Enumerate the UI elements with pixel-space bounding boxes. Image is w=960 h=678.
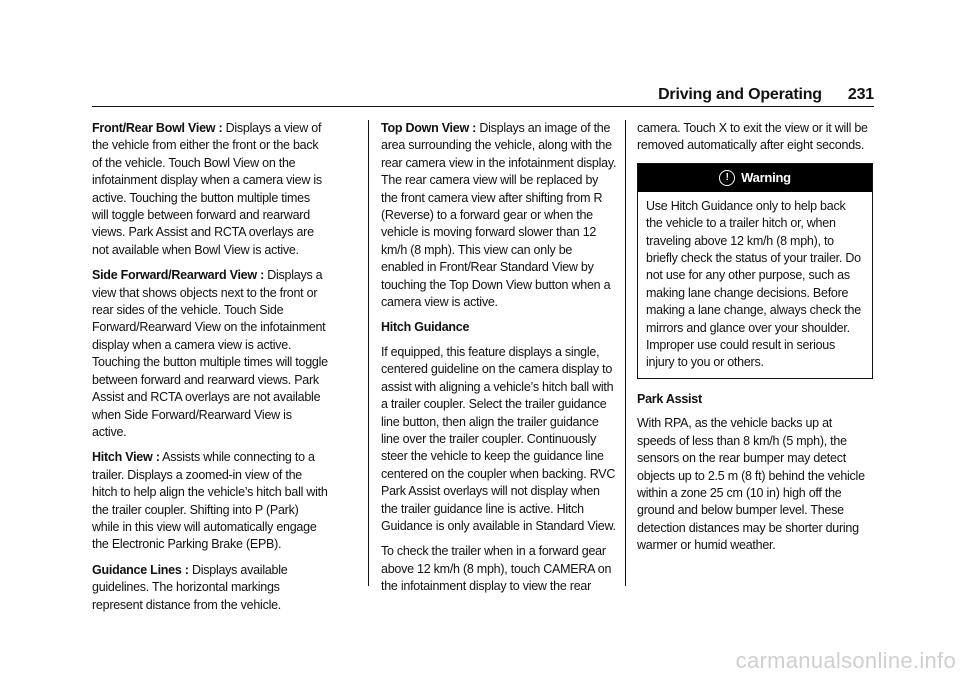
- term-bowl-view: Front/Rear Bowl View :: [92, 121, 223, 135]
- warning-header: [638, 164, 872, 192]
- heading-park-assist: Park Assist: [637, 391, 702, 406]
- warning-exclamation-icon: !: [719, 170, 735, 186]
- header-rule: [92, 106, 874, 107]
- paragraph-hitch-guidance: If equipped, this feature displays a single, centered guideline on the camera display to assist with aligning a vehicle’s hitch ball with a trailer coupler. Select the trailer guidance line button, then align the trailer guidance line over the trailer coupler. Continuously steer the vehicle to keep the guidance line centered on the coupler when backing. RVC Park Assist overlays will not display when the trailer guidance line is active. Hitch Guidance is only available in Standard View.: [381, 344, 616, 533]
- warning-text: Use Hitch Guidance only to help back the vehicle to a trailer hitch or, when traveling above 12 km/h (8 mph), to briefly check the status of your trailer. Do not use for any other purpose, such as making lane change decisions. Before making a lane change, always check the mirrors and glance over your shoulder. Improper use could result in serious injury to you or others.: [646, 198, 861, 370]
- paragraph-side-view: Side Forward/Rearward View : Displays a view that shows objects next to the front or rear sides of the vehicle. Touch Side Forward/Rearward View on the infotainment display when a camera view is active. Touching the button multiple times will toggle between forward and rearward views. Park Assist and RCTA overlays are not available when Side Forward/Rearward View is active.: [92, 268, 328, 439]
- paragraph-bowl-view: Front/Rear Bowl View : Displays a view of the vehicle from either the front or the back of the vehicle. Touch Bowl View on the infotainment display when a camera view is active. Touching the button multiple times will toggle between forward and rearward views. Park Assist and RCTA overlays are not available when Bowl View is active.: [92, 121, 322, 257]
- term-top-down-view: Top Down View :: [381, 121, 477, 135]
- paragraph-top-down-view: Top Down View : Displays an image of the area surrounding the vehicle, along with the rear camera view in the infotainment display. The rear camera view will be replaced by the front camera view after shifting from R (Reverse) to a forward gear or when the vehicle is moving forward slower than 12 km/h (8 mph). This view can only be enabled in Front/Rear Standard View by touching the Top Down View button when a camera view is active.: [381, 121, 617, 310]
- page-number: 231: [847, 86, 874, 103]
- column-2: [381, 120, 617, 604]
- term-guidance-lines: Guidance Lines :: [92, 562, 189, 577]
- column-3: [637, 120, 873, 563]
- paragraph-check-trailer: To check the trailer when in a forward gear above 12 km/h (8 mph), touch CAMERA on the infotainment display to view the rear: [381, 544, 612, 594]
- paragraph-camera-exit: camera. Touch X to exit the view or it will be removed automatically after eight seconds.: [637, 121, 868, 153]
- heading-hitch-guidance: Hitch Guidance: [381, 320, 470, 335]
- section-title: Driving and Operating: [658, 86, 822, 103]
- page-header: [92, 83, 874, 107]
- column-divider-1: [368, 120, 369, 586]
- warning-title: Warning: [741, 170, 791, 186]
- term-hitch-view: Hitch View :: [92, 450, 160, 465]
- warning-box: [637, 163, 873, 379]
- column-divider-2: [625, 120, 626, 586]
- column-1: [92, 120, 328, 622]
- watermark: carmanualsonline.info: [735, 648, 956, 673]
- paragraph-park-assist: With RPA, as the vehicle backs up at speeds of less than 8 km/h (5 mph), the sensors on the rear bumper may detect objects up to 2.5 m (8 ft) behind the vehicle within a zone 25 cm (10 in) high off the ground and below bumper level. These detection distances may be shorter during warmer or humid weather.: [637, 416, 865, 553]
- paragraph-hitch-view: Hitch View : Assists while connecting to a trailer. Displays a zoomed-in view of the hitch to help align the vehicle’s hitch ball with the trailer coupler. Shifting into P (Park) while in this view will automatically engage the Electronic Parking Brake (EPB).: [92, 450, 328, 552]
- paragraph-guidance-lines: Guidance Lines : Displays available guidelines. The horizontal markings represent distance from the vehicle.: [92, 562, 288, 612]
- term-side-view: Side Forward/Rearward View :: [92, 268, 264, 283]
